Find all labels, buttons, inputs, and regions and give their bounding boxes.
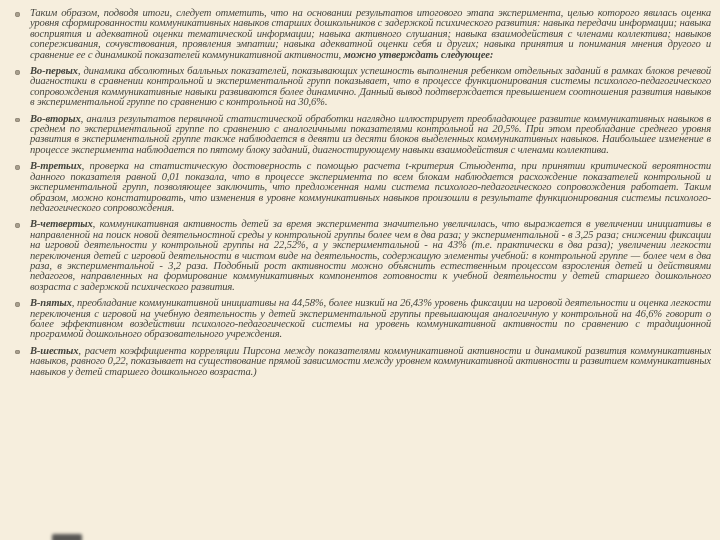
list-item xyxy=(9,115,711,157)
bullet-body: Таким образом, подводя итоги, следует отметить, что на основании результатов итогового этапа эксперимента, целью которого явилась оценка уровня сформированности коммуникативных навыков старших дошкольников с задержкой психического развития: навыка передачи информации; навыка восприятия и адекватной оценки тематической информации; навыка активного слушания; навыка взаимодействия с членами коллектива; навыков сопереживания, сочувствования, проявления эмпатии; навыка адекватной оценки себя и других; навыка принятия и понимания мнения другого и сравнение ее с динамикой показателей коммуникативной активности, xyxy=(30,8,711,61)
bullet-body: , анализ результатов первичной статистической обработки наглядно иллюстрирует преобладающее развитие коммуникативных навыков в среднем по экспериментальной группе по сравнению с аналогичными показателями контрольной на 20,5%. При этом преобладание среднего уровня развития в экспериментальной группе также наблюдается в девяти из десяти блоков выделенных коммуникативных навыков. Наибольшее изменение в процессе эксперимента наблюдается по пятому блоку заданий, диагностирующему навыки взаимодействия с членами коллектива. xyxy=(30,113,711,156)
bullet-body: , расчет коэффициента корреляции Пирсона между показателями коммуникативной активности и динамикой развития коммуникативных навыков, равного 0,22, показывает на существование прямой зависимости между уровнем коммуникативной активности и развитием коммуникативных навыков у детей старшего дошкольного возраста.) xyxy=(30,345,711,378)
bullet-lead: В-пятых xyxy=(30,298,72,310)
bullet-lead: Во-вторых xyxy=(30,113,81,125)
list-item xyxy=(9,347,711,378)
bullet-icon xyxy=(15,70,20,75)
list-item xyxy=(9,220,711,293)
bullet-body: , коммуникативная активность детей за время эксперимента значительно увеличилась, что выражается в увеличении инициативы в направленной на поиск новой деятельностной среды у контрольной группы более чем в два раза; у экспериментальной - в 3,25 раза; снижении фиксации на игровой деятельности у контрольной группы на 22,52%, а у экспериментальной - на 43% (т.е. практически в два раза); увеличении легкости переключения детей с игровой деятельности в чистом виде на деятельность, содержащую элементы учебной: в контрольной группе — более чем в два раза, в экспериментальной - 3,2 раза. Подобный рост активности можно объяснить естественным процессом взросления детей и действиями педагогов, направленных на формирование коммуникативных компонентов готовности к учебной деятельности у детей старшего дошкольного возраста с задержкой психического развития. xyxy=(30,219,711,293)
list-item xyxy=(9,67,711,109)
bullet-icon xyxy=(15,118,20,123)
bullet-body: , проверка на статистическую достоверность с помощью расчета t-критерия Стьюдента, при принятии критической вероятности данного показателя равной 0,01 показала, что в процессе эксперимента по всем блокам наблюдается расхождение показателей контрольной и экспериментальной групп, позволяющее заключить, что предложенная нами система психолого-педагогического сопровождения работает. Таким образом, можно констатировать, что изменения в уровне коммуникативных навыков произошли в результате функционирования системы психолого-педагогического сопровождения. xyxy=(30,161,711,214)
list-item xyxy=(9,299,711,341)
bullet-lead: В-шестых xyxy=(30,345,79,357)
bullet-icon xyxy=(15,302,20,307)
bullet-lead: Во-первых xyxy=(30,66,78,78)
list-item xyxy=(9,9,711,61)
bullet-body: , преобладание коммуникативной инициативы на 44,58%, более низкий на 26,43% уровень фиксации на игровой деятельности и оценка легкости переключения с игровой на учебную деятельность у детей экспериментальной группы превышающая аналогичную у контрольной на 46,6% говорит о более эффективном воздействии психолого-педагогической системы на уровень коммуникативной активности по сравнению с традиционной программой дошкольного образовательного учреждения. xyxy=(30,298,711,341)
list-item xyxy=(9,162,711,214)
bullet-icon xyxy=(15,165,20,170)
bullet-body: , динамика абсолютных балльных показателей, показывающих успешность выполнения ребенком отдельных заданий в рамках блоков речевой диагностики в сравнении контрольной и экспериментальной групп показывает, что в процессе функционирования системы психолого-педагогического сопровождения коммуникативные навыки развиваются более динамично. Данный вывод подтверждается превышением соотношения развития навыков в экспериментальной группе по сравнению с контрольной на 30,6%. xyxy=(30,66,711,109)
bullet-tail: можно утверждать следующее: xyxy=(343,49,494,61)
bullet-icon xyxy=(15,223,20,228)
bullet-list xyxy=(9,9,711,378)
bullet-lead: В-третьих xyxy=(30,161,82,173)
bullet-icon xyxy=(15,350,20,355)
footer-text-artifact xyxy=(52,534,82,540)
bullet-icon xyxy=(15,12,20,17)
bullet-lead: В-четвертых xyxy=(30,219,93,231)
